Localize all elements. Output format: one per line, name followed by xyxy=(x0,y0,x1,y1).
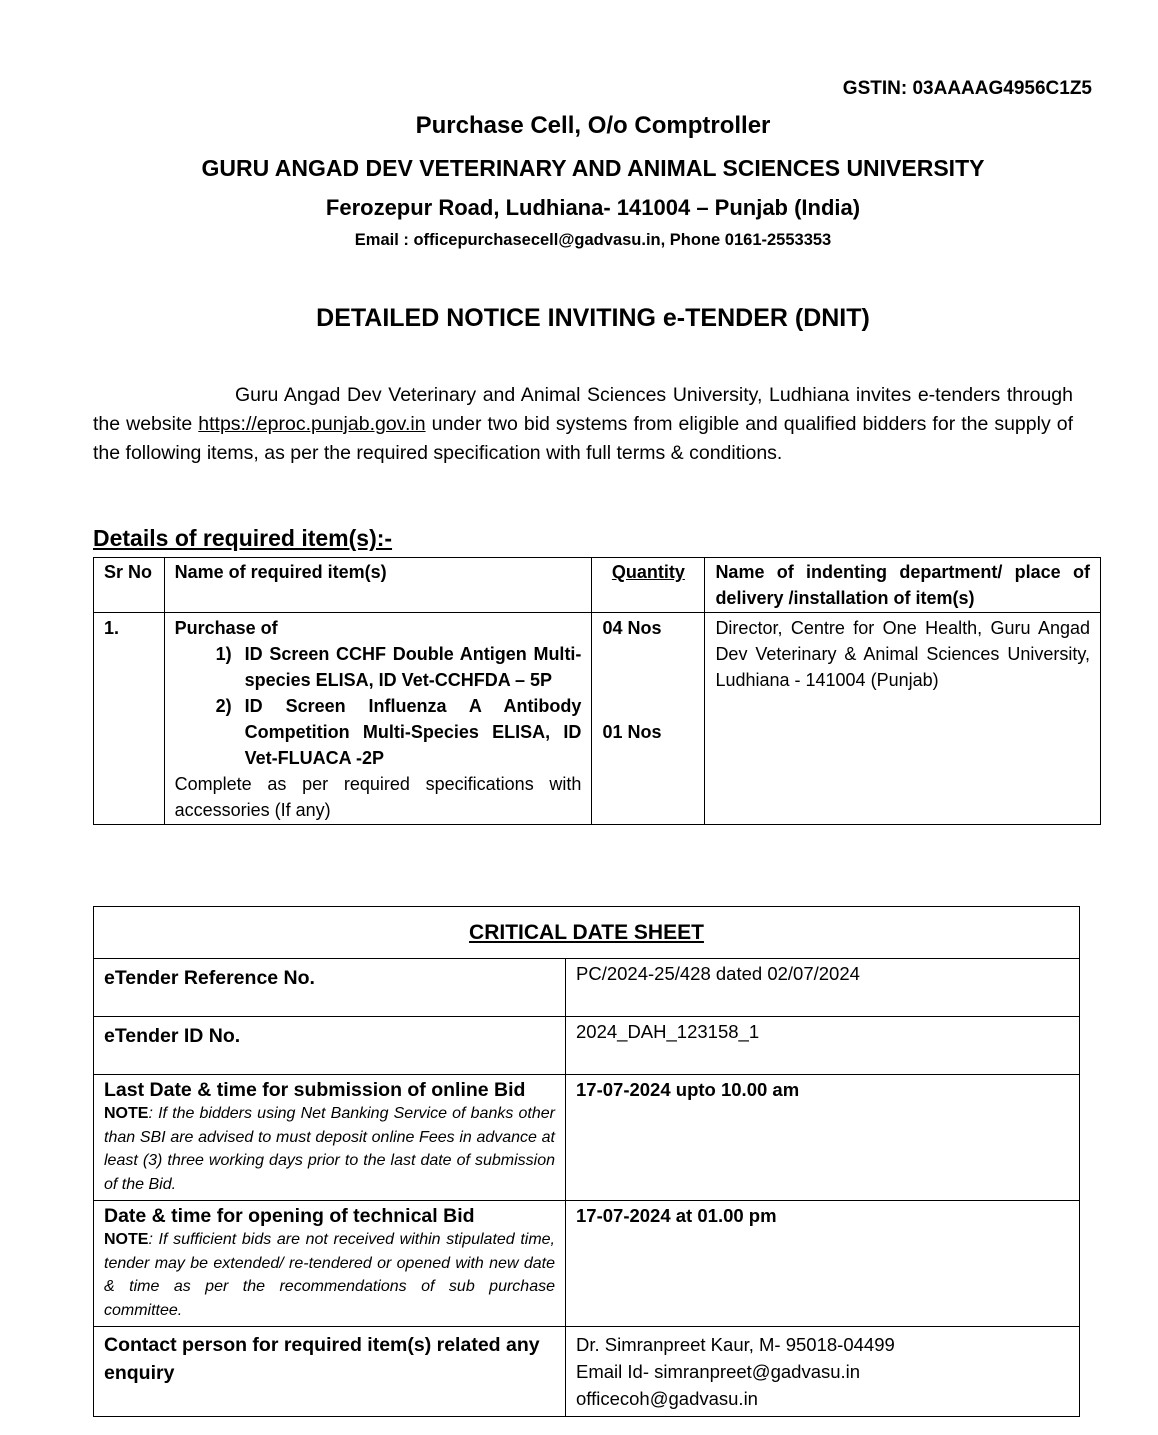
sub-item xyxy=(175,641,582,693)
cds-cell-opening xyxy=(94,1201,566,1327)
cds-row xyxy=(94,1017,1080,1075)
cds-value-contact xyxy=(566,1327,1080,1417)
cds-label-opening: Date & time for opening of technical Bid xyxy=(104,1205,475,1227)
intro-text-2: under two bid systems from eligible and qualified bidders for the supply of the following items, as per the required specification with full terms & conditions. xyxy=(93,413,1073,464)
sub-item-number: 2) xyxy=(215,696,232,716)
intro-text-1: Guru Angad Dev Veterinary and Animal Sciences University, Ludhiana invites e-tenders through the website xyxy=(93,384,1073,435)
col-header-quantity: Quantity xyxy=(592,558,705,613)
university-name: GURU ANGAD DEV VETERINARY AND ANIMAL SCIENCES UNIVERSITY xyxy=(201,155,985,181)
cds-cell-submission xyxy=(94,1075,566,1201)
purchase-of-label: Purchase of xyxy=(174,618,278,638)
contact-line: Email : officepurchasecell@gadvasu.in, Phone 0161-2553353 xyxy=(354,231,832,249)
cds-header-row xyxy=(94,907,1080,959)
cds-row xyxy=(94,1201,1080,1327)
cds-label-contact: Contact person for required item(s) related any enquiry xyxy=(94,1327,566,1417)
col-header-department: Name of indenting department/ place of delivery /installation of item(s) xyxy=(705,558,1101,613)
items-section-heading: Details of required item(s):- xyxy=(93,525,393,551)
cds-note-opening xyxy=(104,1228,555,1322)
table-row xyxy=(94,613,1101,825)
cds-row xyxy=(94,959,1080,1017)
note-text: : If the bidders using Net Banking Service of banks other than SBI are advised to must deposit online Fees in advance at least (3) three working days prior to the last date of submission of the Bid. xyxy=(104,1105,555,1193)
col-header-item: Name of required item(s) xyxy=(164,558,592,613)
cds-label-tender-id: eTender ID No. xyxy=(94,1017,566,1075)
sr-number: 1. xyxy=(94,613,165,825)
contact-office-email: officecoh@gadvasu.in xyxy=(576,1388,758,1409)
contact-name: Dr. Simranpreet Kaur, M- 95018-04499 xyxy=(576,1334,895,1355)
critical-date-sheet xyxy=(93,906,1080,1417)
cds-row xyxy=(94,1327,1080,1417)
quantity-cell xyxy=(592,613,705,825)
quantity-1: 04 Nos xyxy=(602,618,662,638)
col-header-sr: Sr No xyxy=(94,558,165,613)
cds-value-tender-id: 2024_DAH_123158_1 xyxy=(566,1017,1080,1075)
cds-heading: CRITICAL DATE SHEET xyxy=(94,907,1080,959)
quantity-2: 01 Nos xyxy=(602,722,662,742)
item-footer-note: Complete as per required specifications with accessories (If any) xyxy=(174,774,582,820)
sub-item-number: 1) xyxy=(215,644,232,664)
sub-item-text: ID Screen Influenza A Antibody Competition Multi-Species ELISA, ID Vet-FLUACA -2P xyxy=(244,696,582,768)
cds-value-opening: 17-07-2024 at 01.00 pm xyxy=(566,1201,1080,1327)
note-label: NOTE xyxy=(104,1105,149,1122)
cds-note-submission xyxy=(104,1102,555,1196)
cds-row xyxy=(94,1075,1080,1201)
contact-email: Email Id- simranpreet@gadvasu.in xyxy=(576,1361,861,1382)
cds-label-submission: Last Date & time for submission of online Bid xyxy=(104,1079,526,1101)
university-address: Ferozepur Road, Ludhiana- 141004 – Punjab (India) xyxy=(325,195,861,220)
table-header-row xyxy=(94,558,1101,613)
office-name: Purchase Cell, O/o Comptroller xyxy=(415,112,771,139)
intro-paragraph xyxy=(93,381,1073,468)
document-title: DETAILED NOTICE INVITING e-TENDER (DNIT) xyxy=(316,304,870,332)
sub-item xyxy=(175,693,582,771)
item-cell xyxy=(164,613,592,825)
cds-label-reference: eTender Reference No. xyxy=(94,959,566,1017)
items-table xyxy=(93,557,1101,825)
cds-value-submission: 17-07-2024 upto 10.00 am xyxy=(566,1075,1080,1201)
sub-item-text: ID Screen CCHF Double Antigen Multi-species ELISA, ID Vet-CCHFDA – 5P xyxy=(244,644,582,690)
cds-value-reference: PC/2024-25/428 dated 02/07/2024 xyxy=(566,959,1080,1017)
note-label: NOTE xyxy=(104,1231,149,1248)
department-cell: Director, Centre for One Health, Guru Angad Dev Veterinary & Animal Sciences University, Ludhiana - 141004 (Punjab) xyxy=(705,613,1101,825)
gstin-number: GSTIN: 03AAAAG4956C1Z5 xyxy=(842,78,1092,99)
eproc-link[interactable]: https://eproc.punjab.gov.in xyxy=(198,413,426,435)
note-text: : If sufficient bids are not received within stipulated time, tender may be extended/ re-tendered or opened with new date & time as per the recommendations of sub purchase committee. xyxy=(104,1231,555,1319)
